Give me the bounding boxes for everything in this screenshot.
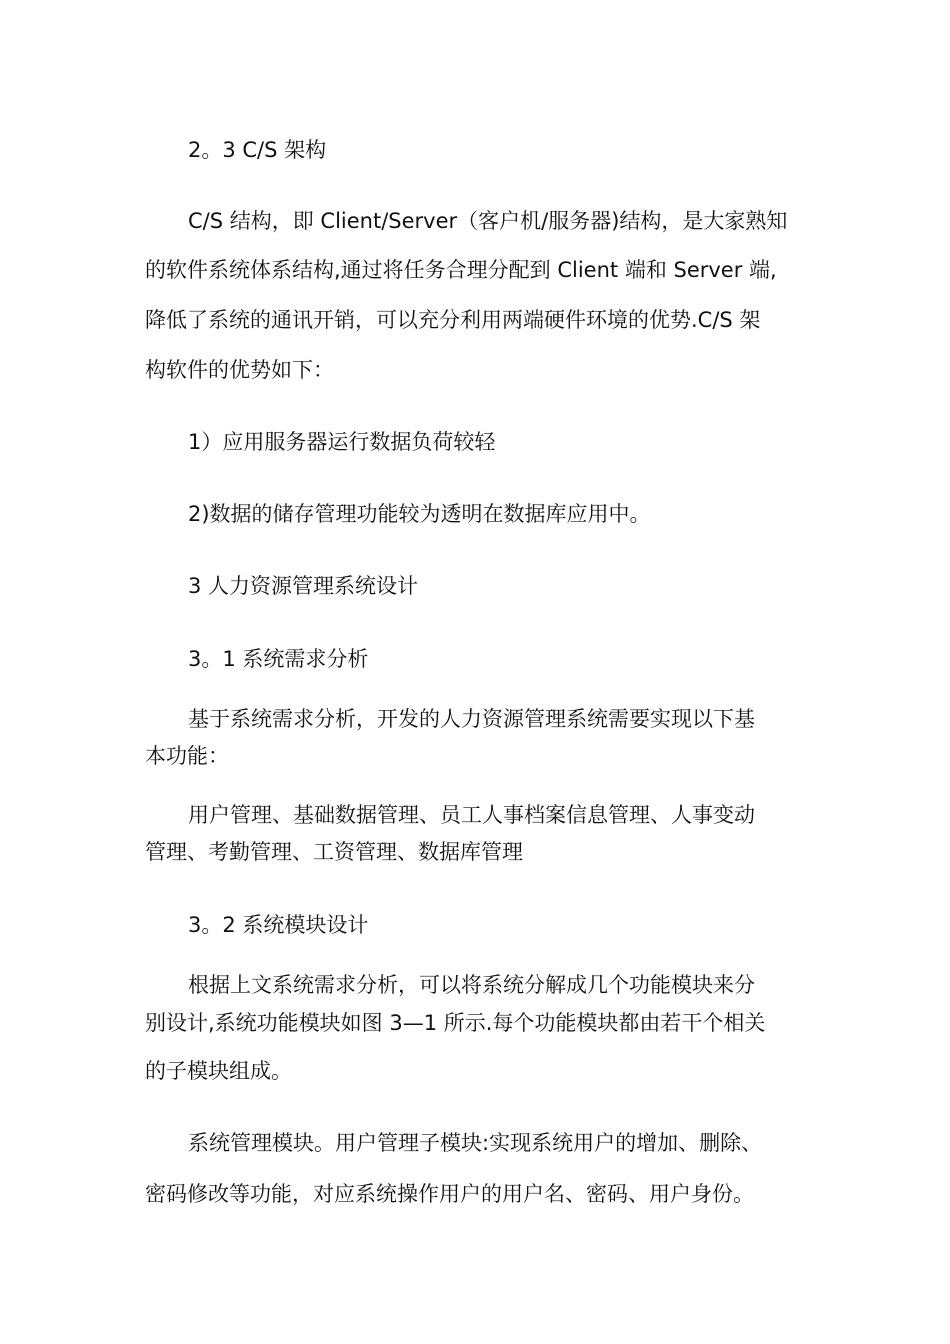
list-item-1: 1）应用服务器运行数据负荷较轻 [188,430,496,454]
paragraph-line: 密码修改等功能，对应系统操作用户的用户名、密码、用户身份。 [145,1182,754,1206]
paragraph-line: 基于系统需求分析，开发的人力资源管理系统需要实现以下基 [188,707,755,731]
paragraph-line: 系统管理模块。用户管理子模块:实现系统用户的增加、删除、 [188,1131,763,1155]
paragraph-line: 构软件的优势如下： [145,358,334,382]
paragraph-line: 用户管理、基础数据管理、员工人事档案信息管理、人事变动 [188,803,755,827]
section-heading-3: 3 人力资源管理系统设计 [188,574,419,598]
section-heading-3-2: 3。2 系统模块设计 [188,913,369,937]
paragraph-line: 根据上文系统需求分析，可以将系统分解成几个功能模块来分 [188,973,755,997]
list-item-2: 2)数据的储存管理功能较为透明在数据库应用中。 [188,502,651,526]
paragraph-line: 别设计,系统功能模块如图 3—1 所示.每个功能模块都由若干个相关 [145,1011,766,1035]
paragraph-line: C/S 结构，即 Client/Server（客户机/服务器)结构，是大家熟知 [188,209,788,233]
paragraph-line: 的子模块组成。 [145,1059,292,1083]
paragraph-line: 降低了系统的通讯开销，可以充分利用两端硬件环境的优势.C/S 架 [145,308,761,332]
section-heading-2-3: 2。3 C/S 架构 [188,138,327,162]
paragraph-line: 的软件系统体系结构,通过将任务合理分配到 Client 端和 Server 端, [145,258,777,282]
paragraph-line: 本功能： [145,744,229,768]
paragraph-line: 管理、考勤管理、工资管理、数据库管理 [145,840,523,864]
section-heading-3-1: 3。1 系统需求分析 [188,647,369,671]
